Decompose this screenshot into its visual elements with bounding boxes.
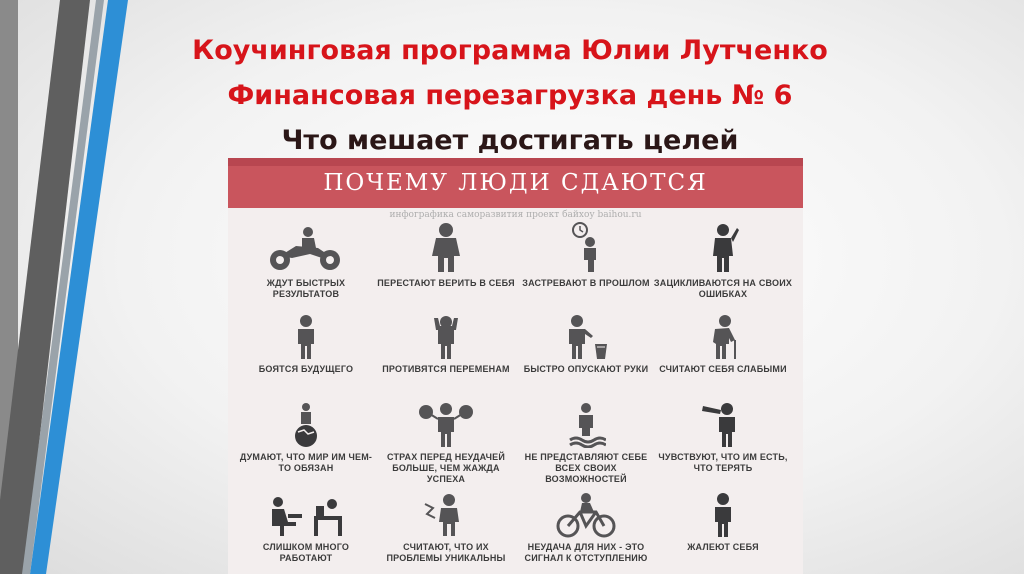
item-label: ЗАСТРЕВАЮТ В ПРОШЛОМ <box>522 278 650 288</box>
item-label: ПЕРЕСТАЮТ ВЕРИТЬ В СЕБЯ <box>377 278 515 288</box>
item-self-pity <box>653 492 793 553</box>
item-give-up-fast <box>516 314 656 375</box>
item-label: БОЯТСЯ БУДУЩЕГО <box>258 364 354 374</box>
item-something-to-lose <box>653 402 793 474</box>
infographic-header <box>228 158 803 208</box>
item-label: СЧИТАЮТ СЕБЯ СЛАБЫМИ <box>659 364 787 374</box>
person-sad-icon <box>703 492 743 538</box>
header-band <box>228 158 803 166</box>
infographic-subtitle: инфографика саморазвития проект байхоу baihou.ru <box>389 210 642 220</box>
person-on-globe-icon <box>286 402 326 448</box>
item-label: НЕ ПРЕДСТАВЛЯЮТ СЕБЕ ВСЕХ СВОИХ ВОЗМОЖНОСТЕЙ <box>524 452 648 484</box>
item-unaware-potential <box>516 402 656 485</box>
slide-title <box>150 28 870 163</box>
person-hit-icon <box>421 492 471 538</box>
office-workers-icon <box>266 492 346 538</box>
item-fear-failure <box>376 402 516 485</box>
item-failure-signal <box>516 492 656 564</box>
person-trash-icon <box>561 314 611 360</box>
item-label: ЖАЛЕЮТ СЕБЯ <box>687 542 759 552</box>
bicycle-icon <box>556 492 616 538</box>
item-label: ЧУВСТВУЮТ, ЧТО ИМ ЕСТЬ, ЧТО ТЕРЯТЬ <box>658 452 788 473</box>
person-scratch-head-icon <box>703 222 743 274</box>
item-label: БЫСТРО ОПУСКАЮТ РУКИ <box>523 364 649 374</box>
item-fixate-mistakes <box>653 222 793 300</box>
person-clock-icon <box>566 222 606 274</box>
title-line-2: Финансовая перезагрузка день № 6 <box>227 80 793 111</box>
title-line-3: Что мешает достигать целей <box>281 125 739 156</box>
person-standing-icon <box>286 314 326 360</box>
decorative-stripes <box>0 0 140 574</box>
motorcycle-icon <box>266 226 346 274</box>
person-telescope-icon <box>701 402 745 448</box>
item-think-weak <box>653 314 793 375</box>
title-line-1: Коучинговая программа Юлии Лутченко <box>192 35 828 66</box>
person-hands-on-head-icon <box>426 314 466 360</box>
item-quick-results <box>236 226 376 300</box>
person-on-water-icon <box>566 402 606 448</box>
item-label: ЖДУТ БЫСТРЫХ РЕЗУЛЬТАТОВ <box>266 278 346 299</box>
item-lose-faith <box>376 222 516 289</box>
item-label: ДУМАЮТ, ЧТО МИР ИМ ЧЕМ-ТО ОБЯЗАН <box>239 452 373 473</box>
person-money-bags-icon <box>416 402 476 448</box>
item-label: ЗАЦИКЛИВАЮТСЯ НА СВОИХ ОШИБКАХ <box>653 278 793 299</box>
infographic-title: ПОЧЕМУ ЛЮДИ СДАЮТСЯ <box>323 170 708 196</box>
item-world-owes <box>236 402 376 474</box>
infographic <box>228 158 803 574</box>
item-fear-future <box>236 314 376 375</box>
item-label: ПРОТИВЯТСЯ ПЕРЕМЕНАМ <box>382 364 510 374</box>
item-label: НЕУДАЧА ДЛЯ НИХ - ЭТО СИГНАЛ К ОТСТУПЛЕНИЮ <box>524 542 648 563</box>
item-resist-change <box>376 314 516 375</box>
slumped-person-icon <box>426 222 466 274</box>
item-overwork <box>236 492 376 564</box>
item-label: СТРАХ ПЕРЕД НЕУДАЧЕЙ БОЛЬШЕ, ЧЕМ ЖАЖДА УСПЕХА <box>386 452 506 484</box>
item-label: СЧИТАЮТ, ЧТО ИХ ПРОБЛЕМЫ УНИКАЛЬНЫ <box>386 542 506 563</box>
item-unique-problems <box>376 492 516 564</box>
item-stuck-past <box>516 222 656 289</box>
elderly-person-cane-icon <box>703 314 743 360</box>
item-label: СЛИШКОМ МНОГО РАБОТАЮТ <box>262 542 350 563</box>
